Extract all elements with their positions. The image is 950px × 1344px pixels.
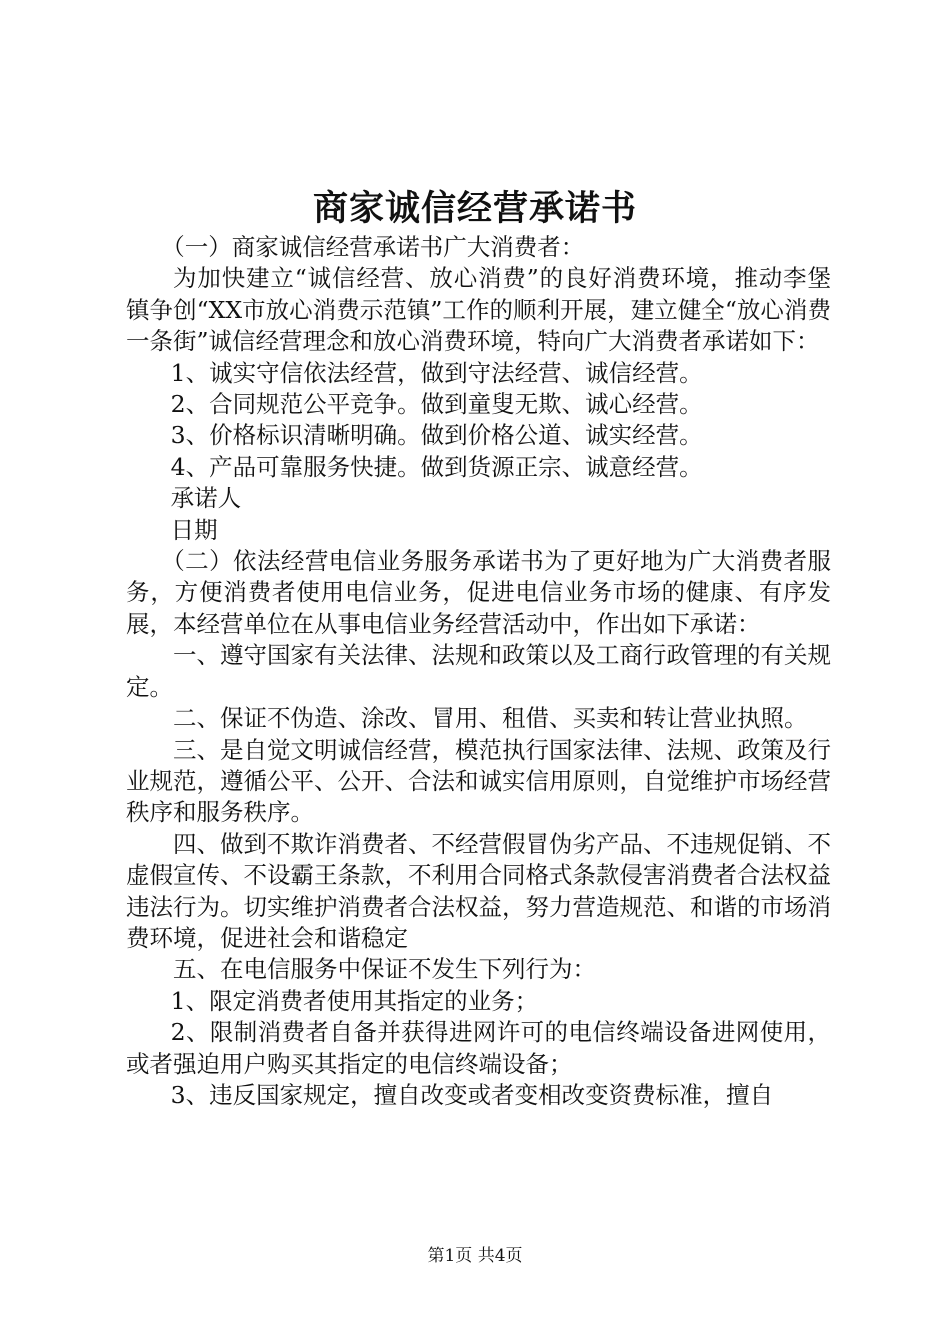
list-item: 3、价格标识清晰明确。做到价格公道、诚实经营。: [170, 421, 703, 450]
list-item: 2、限制消费者自备并获得进网许可的电信终端设备进网使用，或者强迫用户购买其指定的电信终端设备；: [126, 1018, 831, 1078]
document-title: 商家诚信经营承诺书: [312, 188, 637, 229]
list-item: 2、合同规范公平竞争。做到童叟无欺、诚心经营。: [170, 390, 703, 419]
list-item: 1、诚实守信依法经营，做到守法经营、诚信经营。: [170, 358, 703, 387]
date-label: 日期: [170, 515, 218, 544]
list-item: 1、限定消费者使用其指定的业务；: [170, 986, 539, 1015]
page-number: 第1页 共4页: [427, 1246, 523, 1266]
list-item: 3、违反国家规定，擅自改变或者变相改变资费标准，擅自: [170, 1080, 774, 1109]
paragraph: 二、保证不伪造、涂改、冒用、租借、买卖和转让营业执照。: [173, 704, 808, 733]
list-item: 4、产品可靠服务快捷。做到货源正宗、诚意经营。: [170, 452, 703, 481]
paragraph: 为加快建立“诚信经营、放心消费”的良好消费环境，推动李堡镇争创“XX市放心消费示范镇”工作的顺利开展，建立健全“放心消费一条街”诚信经营理念和放心消费环境，特向广大消费者承诺如下：: [126, 264, 831, 356]
paragraph-section-2-heading: （二）依法经营电信业务服务承诺书为了更好地为广大消费者服务，方便消费者使用电信业务，促进电信业务市场的健康、有序发展，本经营单位在从事电信业务经营活动中，作出如下承诺：: [126, 547, 831, 638]
paragraph-section-1-heading: （一）商家诚信经营承诺书广大消费者：: [161, 233, 585, 261]
paragraph: 一、遵守国家有关法律、法规和政策以及工商行政管理的有关规定。: [126, 641, 831, 701]
document-body: [126, 232, 831, 1111]
paragraph: 五、在电信服务中保证不发生下列行为：: [173, 955, 596, 984]
paragraph: 四、做到不欺诈消费者、不经营假冒伪劣产品、不违规促销、不虚假宣传、不设霸王条款，不利用合同格式条款侵害消费者合法权益违法行为。切实维护消费者合法权益，努力营造规范、和谐的市场消费环境，促进社会和谐稳定: [126, 829, 831, 952]
signature-label: 承诺人: [170, 484, 242, 513]
paragraph: 三、是自觉文明诚信经营，模范执行国家法律、法规、政策及行业规范，遵循公平、公开、合法和诚实信用原则，自觉维护市场经营秩序和服务秩序。: [126, 735, 831, 827]
